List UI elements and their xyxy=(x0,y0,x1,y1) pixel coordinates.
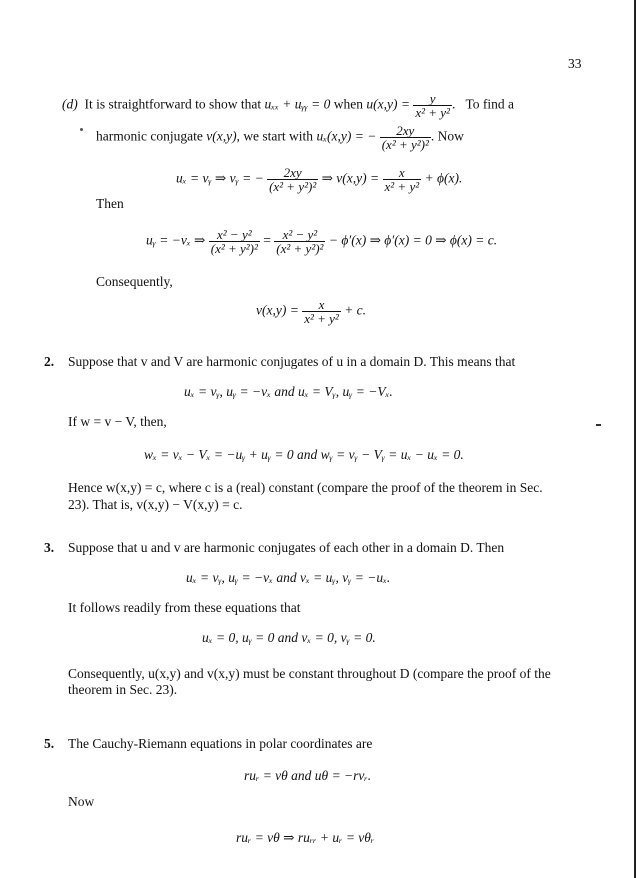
part-d-line-1: (d) It is straightforward to show that uₓₓ + uᵧᵧ = 0 when u(x,y) = $\frac{y}{\text{x² + y²}}$ . To find a xyxy=(62,91,514,120)
v-result-fraction: $\frac{x}{\text{x² + y²}}$ xyxy=(304,297,339,326)
problem-3-equations: uₓ = vᵧ, uᵧ = −vₓ and vₓ = uᵧ, vᵧ = −uₓ. xyxy=(186,570,391,585)
consequently-text: Consequently, xyxy=(96,274,173,289)
part-d-intro-text: It is straightforward to show that xyxy=(84,96,262,112)
equation-vy: uₓ = vᵧ ⇒ vᵧ = − $\frac{2xy}{\text{(x² + y²)²}}$ ⇒ v(x,y) = $\frac{x}{\text{x² + y²}}$ + ϕ(x). xyxy=(176,165,463,194)
problem-5-statement: The Cauchy-Riemann equations in polar coordinates are xyxy=(68,736,373,751)
margin-dash xyxy=(596,424,601,426)
problem-2-equations: uₓ = vᵧ, uᵧ = −vₓ and uₓ = Vᵧ, uᵧ = −Vₓ. xyxy=(184,384,393,399)
problem-2-hence-line-2: 23). That is, v(x,y) − V(x,y) = c. xyxy=(68,497,243,512)
uy-fraction-1: $\frac{\text{x² − y²}}{\text{(x² + y²)²}}$ xyxy=(210,227,258,256)
equation-uy: uᵧ = −vₓ ⇒ $\frac{\text{x² − y²}}{\text{(x² + y²)²}}$ = $\frac{\text{x² − y²}}{\text{(x² + y²)²}}$ − ϕ′(x) ⇒ ϕ′(x) = 0 ⇒ ϕ(x) = c. xyxy=(146,227,498,256)
uy-fraction-2: $\frac{\text{x² − y²}}{\text{(x² + y²)²}}$ xyxy=(276,227,324,256)
problem-3-follows: It follows readily from these equations that xyxy=(68,600,301,615)
when-text: when xyxy=(333,96,363,112)
problem-2-hence-line-1: Hence w(x,y) = c, where c is a (real) constant (compare the proof of the theorem in Sec. xyxy=(68,480,543,495)
problem-2-number: 2. xyxy=(44,354,55,369)
to-find-text: To find a xyxy=(465,96,514,112)
part-d-label: (d) xyxy=(62,96,78,112)
problem-2-if-line: If w = v − V, then, xyxy=(68,414,167,429)
vy-fraction: $\frac{2xy}{\text{(x² + y²)²}}$ xyxy=(269,165,317,194)
problem-5-derivation: ruᵣ = vθ ⇒ ruᵣᵣ + uᵣ = vθᵣ xyxy=(236,830,375,845)
problem-5-polar-equations: ruᵣ = vθ and uθ = −rvᵣ. xyxy=(244,768,372,783)
v-fraction: $\frac{x}{\text{x² + y²}}$ xyxy=(384,165,420,194)
equation-v-result: v(x,y) = $\frac{x}{\text{x² + y²}}$ + c. xyxy=(256,297,367,326)
ux-definition: uₓ(x,y) = − xyxy=(316,128,377,144)
harmonic-conjugate-text: harmonic conjugate xyxy=(96,128,203,144)
problem-5-number: 5. xyxy=(44,736,55,751)
laplace-equation: uₓₓ + uᵧᵧ = 0 xyxy=(264,96,331,112)
problem-3-conclusion-1: Consequently, u(x,y) and v(x,y) must be constant throughout D (compare the proof of the xyxy=(68,666,551,681)
page-edge-border xyxy=(634,0,636,878)
now-text: Now xyxy=(437,128,464,144)
problem-2-w-equations: wₓ = vₓ − Vₓ = −uᵧ + uᵧ = 0 and wᵧ = vᵧ − Vᵧ = uₓ − uₓ = 0. xyxy=(144,447,464,462)
part-d-line-2: harmonic conjugate v(x,y), we start with uₓ(x,y) = − $\frac{2xy}{\text{(x² + y²)²}}$ . Now xyxy=(96,123,464,152)
page-number: 33 xyxy=(568,56,582,71)
problem-3-zero-equations: uₓ = 0, uᵧ = 0 and vₓ = 0, vᵧ = 0. xyxy=(202,630,376,645)
start-with-text: we start with xyxy=(243,128,314,144)
problem-3-statement: Suppose that u and v are harmonic conjugates of each other in a domain D. Then xyxy=(68,540,505,555)
u-fraction: $\frac{y}{\text{x² + y²}}$ xyxy=(415,91,450,120)
problem-3-number: 3. xyxy=(44,540,55,555)
problem-2-statement: Suppose that v and V are harmonic conjugates of u in a domain D. This means that xyxy=(68,354,516,369)
ux-fraction: $\frac{2xy}{\text{(x² + y²)²}}$ xyxy=(381,123,429,152)
problem-3-conclusion-2: theorem in Sec. 23). xyxy=(68,682,178,697)
then-text: Then xyxy=(96,196,124,211)
margin-speck xyxy=(80,128,83,131)
u-definition: u(x,y) = xyxy=(366,96,410,112)
problem-5-now: Now xyxy=(68,794,95,809)
v-symbol: v(x,y), xyxy=(206,128,240,144)
